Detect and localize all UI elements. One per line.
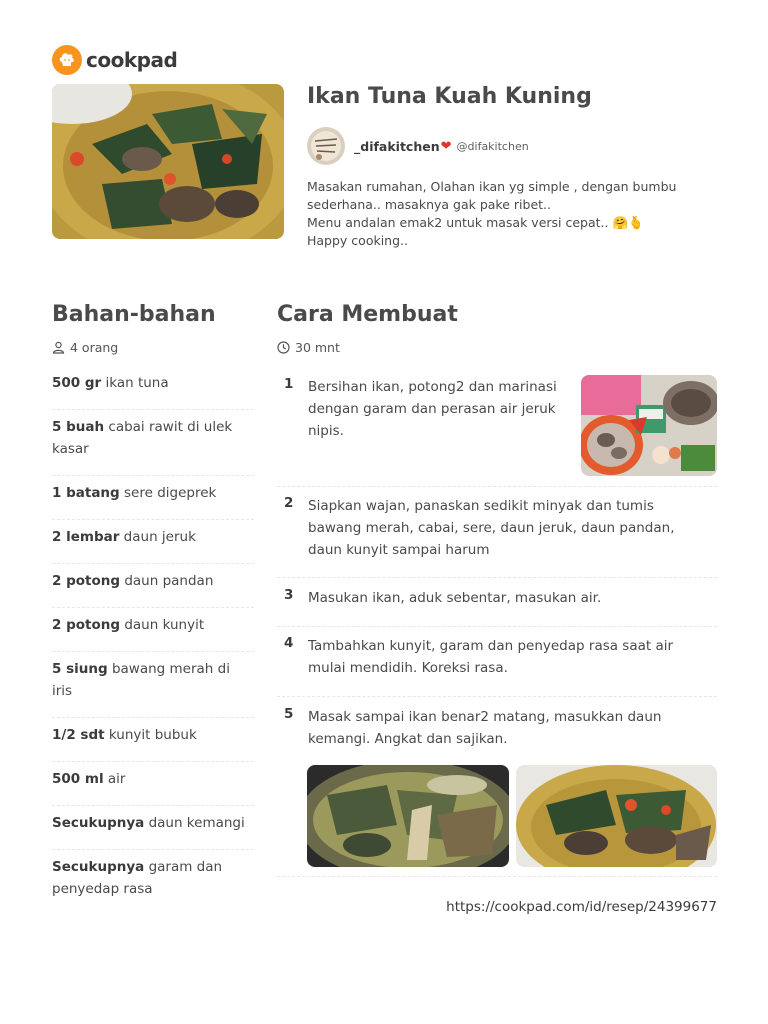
author-block[interactable] bbox=[307, 127, 529, 165]
step-5-photo-2[interactable] bbox=[516, 765, 717, 867]
ingredient-item bbox=[52, 410, 254, 476]
step-number: 2 bbox=[284, 495, 294, 511]
step-line: Tambahkan kunyit, garam dan penyedap rasa saat air bbox=[308, 638, 674, 654]
author-name[interactable]: _difakitchen bbox=[354, 138, 440, 154]
step-text bbox=[308, 587, 601, 609]
ingredient-name: garam dan penyedap rasa bbox=[52, 859, 223, 897]
heart-icon: ❤ bbox=[440, 138, 452, 154]
servings bbox=[52, 340, 118, 355]
cook-time bbox=[277, 340, 340, 355]
recipe-hero-photo bbox=[52, 84, 284, 239]
cookpad-logo[interactable] bbox=[52, 45, 177, 75]
step-line: daun kunyit sampai harum bbox=[308, 542, 490, 558]
ingredient-name: air bbox=[107, 771, 126, 787]
ingredient-item bbox=[52, 608, 254, 652]
chef-hat-icon bbox=[52, 45, 82, 75]
servings-text: 4 orang bbox=[70, 340, 119, 355]
ingredient-name: ikan tuna bbox=[105, 375, 169, 391]
ingredient-quantity: 500 ml bbox=[52, 771, 104, 787]
cook-time-text: 30 mnt bbox=[295, 340, 340, 355]
ingredient-name: bawang merah di iris bbox=[52, 661, 230, 699]
step-1-photo[interactable] bbox=[581, 375, 717, 476]
ingredient-quantity: 1/2 sdt bbox=[52, 727, 105, 743]
step-line: Masak sampai ikan benar2 matang, masukkan daun bbox=[308, 709, 662, 725]
steps-heading: Cara Membuat bbox=[277, 302, 458, 327]
ingredient-quantity: 5 buah bbox=[52, 419, 105, 435]
clock-icon bbox=[277, 341, 290, 354]
ingredient-quantity: Secukupnya bbox=[52, 859, 145, 875]
step-line: dengan garam dan perasan air jeruk bbox=[308, 401, 556, 417]
step-3 bbox=[277, 587, 717, 627]
description-line: Happy cooking.. bbox=[307, 233, 408, 248]
step-line: mulai mendidih. Koreksi rasa. bbox=[308, 660, 508, 676]
author-handle[interactable]: @difakitchen bbox=[456, 139, 529, 153]
ingredients-heading: Bahan-bahan bbox=[52, 302, 216, 327]
ingredient-name: kunyit bubuk bbox=[108, 727, 197, 743]
step-text bbox=[308, 706, 661, 750]
ingredient-name: cabai rawit di ulek kasar bbox=[52, 419, 233, 457]
step-number: 4 bbox=[284, 635, 294, 651]
description-line: Masakan rumahan, Olahan ikan yg simple , dengan bumbu bbox=[307, 179, 677, 194]
ingredient-quantity: 2 potong bbox=[52, 617, 121, 633]
ingredient-name: sere digeprek bbox=[124, 485, 217, 501]
ingredient-item bbox=[52, 476, 254, 520]
step-line: Masukan ikan, aduk sebentar, masukan air. bbox=[308, 590, 602, 606]
ingredient-quantity: 5 siung bbox=[52, 661, 108, 677]
step-text bbox=[308, 635, 673, 679]
ingredient-item bbox=[52, 520, 254, 564]
ingredient-list bbox=[52, 372, 254, 915]
step-line: nipis. bbox=[308, 423, 344, 439]
step-4 bbox=[277, 635, 717, 697]
ingredient-quantity: 2 lembar bbox=[52, 529, 120, 545]
recipe-url[interactable]: https://cookpad.com/id/resep/24399677 bbox=[446, 899, 717, 915]
ingredient-item bbox=[52, 718, 254, 762]
ingredient-item bbox=[52, 762, 254, 806]
ingredient-quantity: Secukupnya bbox=[52, 815, 145, 831]
step-number: 3 bbox=[284, 587, 294, 603]
brand-name: cookpad bbox=[86, 48, 178, 72]
avatar[interactable] bbox=[307, 127, 345, 165]
ingredient-item bbox=[52, 850, 254, 915]
step-number: 5 bbox=[284, 706, 294, 722]
ingredient-item bbox=[52, 372, 254, 410]
step-text bbox=[308, 495, 674, 561]
ingredient-item bbox=[52, 652, 254, 718]
ingredient-name: daun pandan bbox=[124, 573, 214, 589]
description-line: sederhana.. masaknya gak pake ribet.. bbox=[307, 197, 551, 212]
ingredient-quantity: 500 gr bbox=[52, 375, 102, 391]
step-5-photo-1[interactable] bbox=[307, 765, 509, 867]
step-line: bawang merah, cabai, sere, daun jeruk, daun pandan, bbox=[308, 520, 675, 536]
ingredient-quantity: 1 batang bbox=[52, 485, 120, 501]
ingredient-quantity: 2 potong bbox=[52, 573, 121, 589]
ingredient-name: daun jeruk bbox=[123, 529, 196, 545]
step-2 bbox=[277, 495, 717, 578]
recipe-title: Ikan Tuna Kuah Kuning bbox=[307, 84, 592, 109]
step-line: Bersihan ikan, potong2 dan marinasi bbox=[308, 379, 557, 395]
person-icon bbox=[52, 341, 65, 354]
ingredient-item bbox=[52, 806, 254, 850]
step-number: 1 bbox=[284, 376, 294, 392]
step-text bbox=[308, 376, 557, 442]
step-line: Siapkan wajan, panaskan sedikit minyak dan tumis bbox=[308, 498, 654, 514]
ingredient-item bbox=[52, 564, 254, 608]
description-line: Menu andalan emak2 untuk masak versi cepat.. 🤗🫰 bbox=[307, 215, 644, 230]
step-line: kemangi. Angkat dan sajikan. bbox=[308, 731, 508, 747]
recipe-description bbox=[307, 178, 707, 250]
ingredient-name: daun kemangi bbox=[148, 815, 245, 831]
ingredient-name: daun kunyit bbox=[124, 617, 205, 633]
